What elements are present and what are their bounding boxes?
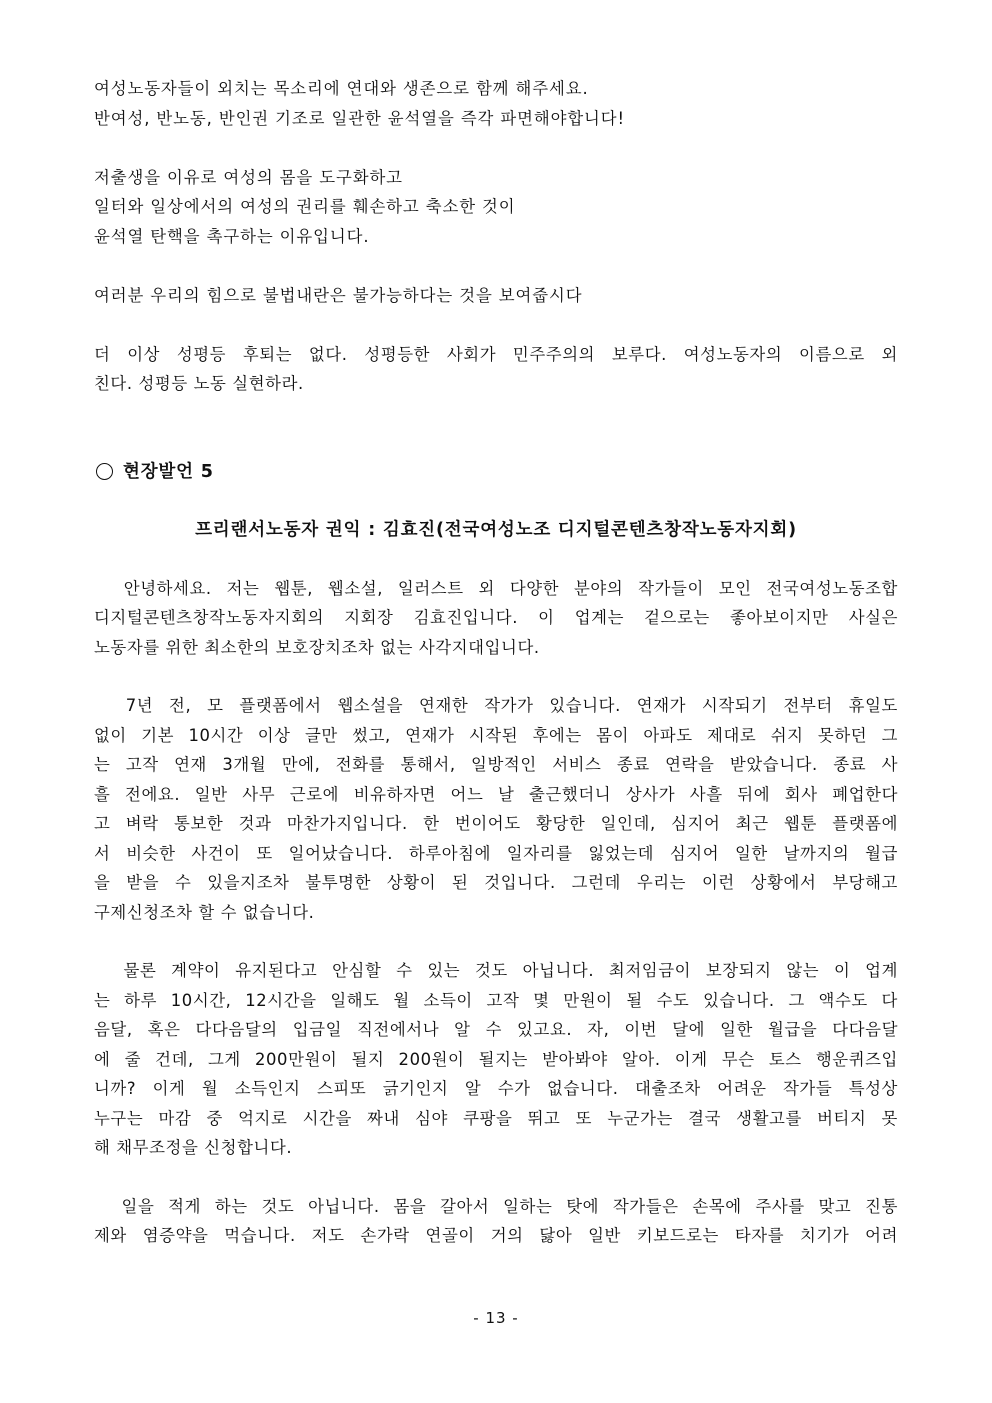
text-line: 일을 적게 하는 것도 아닙니다. 몸을 갈아서 일하는 탓에 작가들은 손목에 주사를 맞고 진통 <box>94 1196 898 1216</box>
text-line: 누구는 마감 중 억지로 시간을 짜내 심야 쿠팡을 뛰고 또 누군가는 결국 생활고를 버티지 못 <box>94 1108 898 1128</box>
text-line: 음달, 혹은 다다음달의 입금일 직전에서나 알 수 있고요. 자, 이번 달에 일한 월급을 다다음달 <box>94 1020 898 1039</box>
body-paragraph-3 <box>94 956 898 1163</box>
text-line: 흘 전에요. 일반 사무 근로에 비유하자면 어느 날 출근했더니 상사가 사흘 뒤에 회사 폐업한다 <box>94 784 898 804</box>
document-page <box>94 74 898 1251</box>
closing-paragraph <box>94 340 898 399</box>
body-paragraph-4 <box>94 1192 898 1251</box>
text-line: 디지털콘텐츠창작노동자지회의 지회장 김효진입니다. 이 업계는 겉으로는 좋아보이지만 사실은 <box>94 608 898 627</box>
speaker-subtitle: 프리랜서노동자 권익 : 김효진(전국여성노조 디지털콘텐츠창작노동자지회) <box>195 519 797 540</box>
text-line: 제와 염증약을 먹습니다. 저도 손가락 연골이 거의 닳아 일반 키보드로는 타자를 치기가 어려 <box>94 1226 898 1245</box>
text-line: 없이 기본 10시간 이상 글만 썼고, 연재가 시작된 후에는 몸이 아파도 제대로 쉬지 못하던 그 <box>94 725 898 745</box>
text-line: 해 채무조정을 신청합니다. <box>94 1138 293 1157</box>
text-line: 일터와 일상에서의 여성의 권리를 훼손하고 축소한 것이 <box>94 197 516 216</box>
section-heading-text: 현장발언 5 <box>123 461 214 482</box>
text-line: 서 비슷한 사건이 또 일어났습니다. 하루아침에 일자리를 잃었는데 심지어 일한 날까지의 월급 <box>94 843 898 863</box>
text-line: 에 줄 건데, 그게 200만원이 될지 200원이 될지는 받아봐야 알아. 이게 무슨 토스 행운퀴즈입 <box>94 1049 898 1069</box>
text-line: 친다. 성평등 노동 실현하라. <box>94 374 304 393</box>
text-line: 는 고작 연재 3개월 만에, 전화를 통해서, 일방적인 서비스 종료 연락을 받았습니다. 종료 사 <box>94 755 898 774</box>
top-paragraph <box>94 74 898 133</box>
text-line: 여성노동자들이 외치는 목소리에 연대와 생존으로 함께 해주세요. <box>94 79 589 98</box>
text-line: 물론 계약이 유지된다고 안심할 수 있는 것도 아닙니다. 최저임금이 보장되지 않는 이 업계 <box>94 961 898 980</box>
text-line: 안녕하세요. 저는 웹툰, 웹소설, 일러스트 외 다양한 분야의 작가들이 모인 전국여성노동조합 <box>94 578 898 598</box>
body-paragraph-1 <box>94 574 898 663</box>
page-number: - 13 - <box>473 1309 519 1327</box>
text-line: 니까? 이게 월 소득인지 스피또 긁기인지 알 수가 없습니다. 대출조차 어려운 작가들 특성상 <box>94 1079 898 1098</box>
text-line: 더 이상 성평등 후퇴는 없다. 성평등한 사회가 민주주의의 보루다. 여성노동자의 이름으로 외 <box>94 344 898 364</box>
text-line: 노동자를 위한 최소한의 보호장치조차 없는 사각지대입니다. <box>94 637 540 657</box>
text-line: 저출생을 이유로 여성의 몸을 도구화하고 <box>94 167 403 187</box>
text-line: 구제신청조차 할 수 없습니다. <box>94 902 315 922</box>
section-heading <box>94 457 898 487</box>
body-paragraph-2 <box>94 691 898 927</box>
mid-paragraph <box>94 163 898 252</box>
text-line: 윤석열 탄핵을 촉구하는 이유입니다. <box>94 226 370 246</box>
text-line: 7년 전, 모 플랫폼에서 웹소설을 연재한 작가가 있습니다. 연재가 시작되기 전부터 휴일도 <box>94 696 898 715</box>
text-line: 고 벼락 통보한 것과 마찬가지입니다. 한 번이어도 황당한 일인데, 심지어 최근 웹툰 플랫폼에 <box>94 814 898 833</box>
call-line: 여러분 우리의 힘으로 불법내란은 불가능하다는 것을 보여줍시다 <box>94 285 583 305</box>
text-line: 는 하루 10시간, 12시간을 일해도 월 소득이 고작 몇 만원이 될 수도 있습니다. 그 액수도 다 <box>94 990 898 1010</box>
text-line: 을 받을 수 있을지조차 불투명한 상황이 된 것입니다. 그런데 우리는 이런 상황에서 부당해고 <box>94 873 898 892</box>
circle-bullet-icon <box>96 463 113 480</box>
text-line: 반여성, 반노동, 반인권 기조로 일관한 윤석열을 즉각 파면해야합니다! <box>94 108 625 128</box>
